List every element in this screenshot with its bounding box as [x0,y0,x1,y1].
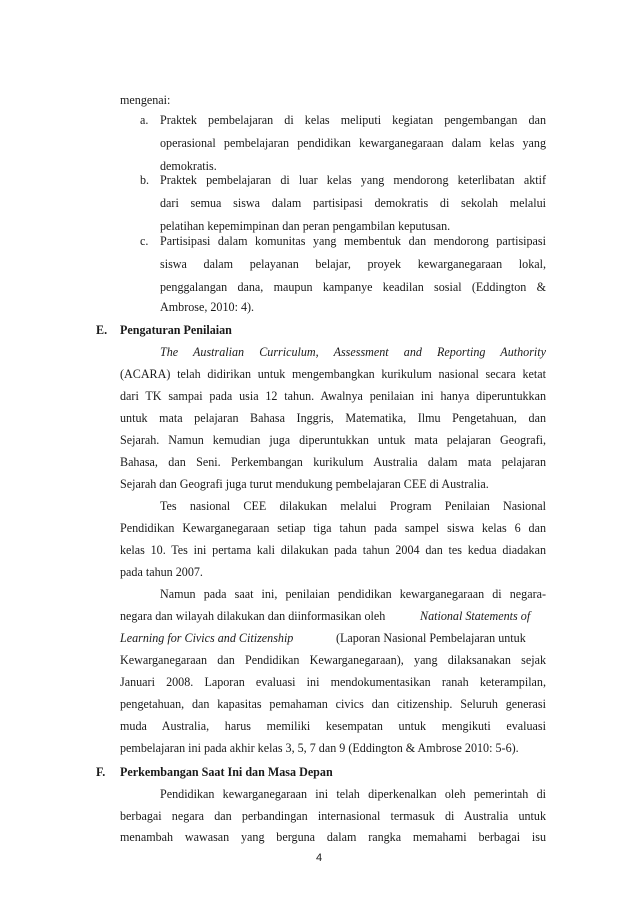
section-e-p3-line-5: Januari 2008. Laporan evaluasi ini mendokumentasikan ranah keterampilan, [120,675,546,689]
list-marker-c: c. [140,234,149,248]
list-item-b-line-1: Praktek pembelajaran di luar kelas yang mendorong keterlibatan aktif [160,173,546,187]
list-item-a-line-1: Praktek pembelajaran di kelas meliputi kegiatan pengembangan dan [160,113,546,127]
list-marker-b: b. [140,173,150,187]
section-f-p1-line-1: Pendidikan kewarganegaraan ini telah diperkenalkan oleh pemerintah di [160,787,546,801]
section-e-p3-line-2b: National Statements of [420,609,531,623]
list-item-b-line-2: dari semua siswa dalam partisipasi demokratis di sekolah melalui [160,196,546,210]
section-e-p3-line-7: muda Australia, harus memiliki kesempatan untuk mengikuti evaluasi [120,719,546,733]
section-e-p2-line-4: pada tahun 2007. [120,565,203,579]
section-e-p3-line-4: Kewarganegaraan dan Pendidikan Kewarganegaraan), yang dilaksanakan sejak [120,653,546,667]
list-item-a-line-2: operasional pembelajaran pendidikan kewarganegaraan dalam kelas yang [160,136,546,150]
section-e-p1-line-3: dari TK sampai pada usia 12 tahun. Awalnya penilaian ini hanya diperuntukkan [120,389,546,403]
section-e-p1-line-6: Bahasa, dan Seni. Perkembangan kurikulum Australia dalam mata pelajaran [120,455,546,469]
section-e-p3-line-6: pengetahuan, dan kapasitas pemahaman civics dan citizenship. Seluruh generasi [120,697,546,711]
section-e-p1-line-2: (ACARA) telah didirikan untuk mengembangkan kurikulum nasional secara ketat [120,367,546,381]
section-e-heading: Pengaturan Penilaian [120,323,232,337]
section-f-p1-line-2: berbagai negara dan perbandingan internasional termasuk di Australia untuk [120,809,546,823]
list-item-c-line-3: penggalangan dana, maupun kampanye keadilan sosial (Eddington & [160,280,546,294]
section-e-p1-line-7: Sejarah dan Geografi juga turut mendukung pembelajaran CEE di Australia. [120,477,489,491]
section-e-letter: E. [96,323,108,337]
list-item-c-line-4: Ambrose, 2010: 4). [160,300,255,314]
list-item-a-line-3: demokratis. [160,159,217,173]
section-e-p3-line-3a: Learning for Civics and Citizenship [120,631,294,645]
list-item-b-line-3: pelatihan kepemimpinan dan peran pengambilan keputusan. [160,219,451,233]
list-item-c-line-2: siswa dalam pelayanan belajar, proyek kewarganegaraan lokal, [160,257,546,271]
section-f-p1-line-3: menambah wawasan yang berguna dalam rangka memahami berbagai isu [120,830,546,844]
section-e-p1-line-1: The Australian Curriculum, Assessment and Reporting Authority [160,345,546,359]
list-marker-a: a. [140,113,149,127]
page-number: 4 [315,852,323,864]
section-e-p2-line-2: Pendidikan Kewarganegaraan setiap tiga tahun pada sampel siswa kelas 6 dan [120,521,546,535]
section-e-p3-line-2a: negara dan wilayah dilakukan dan diinformasikan oleh [120,609,386,623]
section-e-p2-line-1: Tes nasional CEE dilakukan melalui Program Penilaian Nasional [160,499,546,513]
intro-text: mengenai: [120,93,171,107]
list-item-c-line-1: Partisipasi dalam komunitas yang membentuk dan mendorong partisipasi [160,234,546,248]
section-f-heading: Perkembangan Saat Ini dan Masa Depan [120,765,333,779]
section-e-p1-line-4: untuk mata pelajaran Bahasa Inggris, Matematika, Ilmu Pengetahuan, dan [120,411,546,425]
section-f-letter: F. [96,765,106,779]
section-e-p3-line-8: pembelajaran ini pada akhir kelas 3, 5, 7 dan 9 (Eddington & Ambrose 2010: 5-6). [120,741,519,755]
section-e-p2-line-3: kelas 10. Tes ini pertama kali dilakukan pada tahun 2004 dan tes kedua diadakan [120,543,546,557]
section-e-p1-line-5: Sejarah. Namun kemudian juga diperuntukkan untuk mata pelajaran Geografi, [120,433,546,447]
section-e-p3-line-3b: (Laporan Nasional Pembelajaran untuk [336,631,526,645]
section-e-p3-line-1: Namun pada saat ini, penilaian pendidikan kewarganegaraan di negara- [160,587,546,601]
